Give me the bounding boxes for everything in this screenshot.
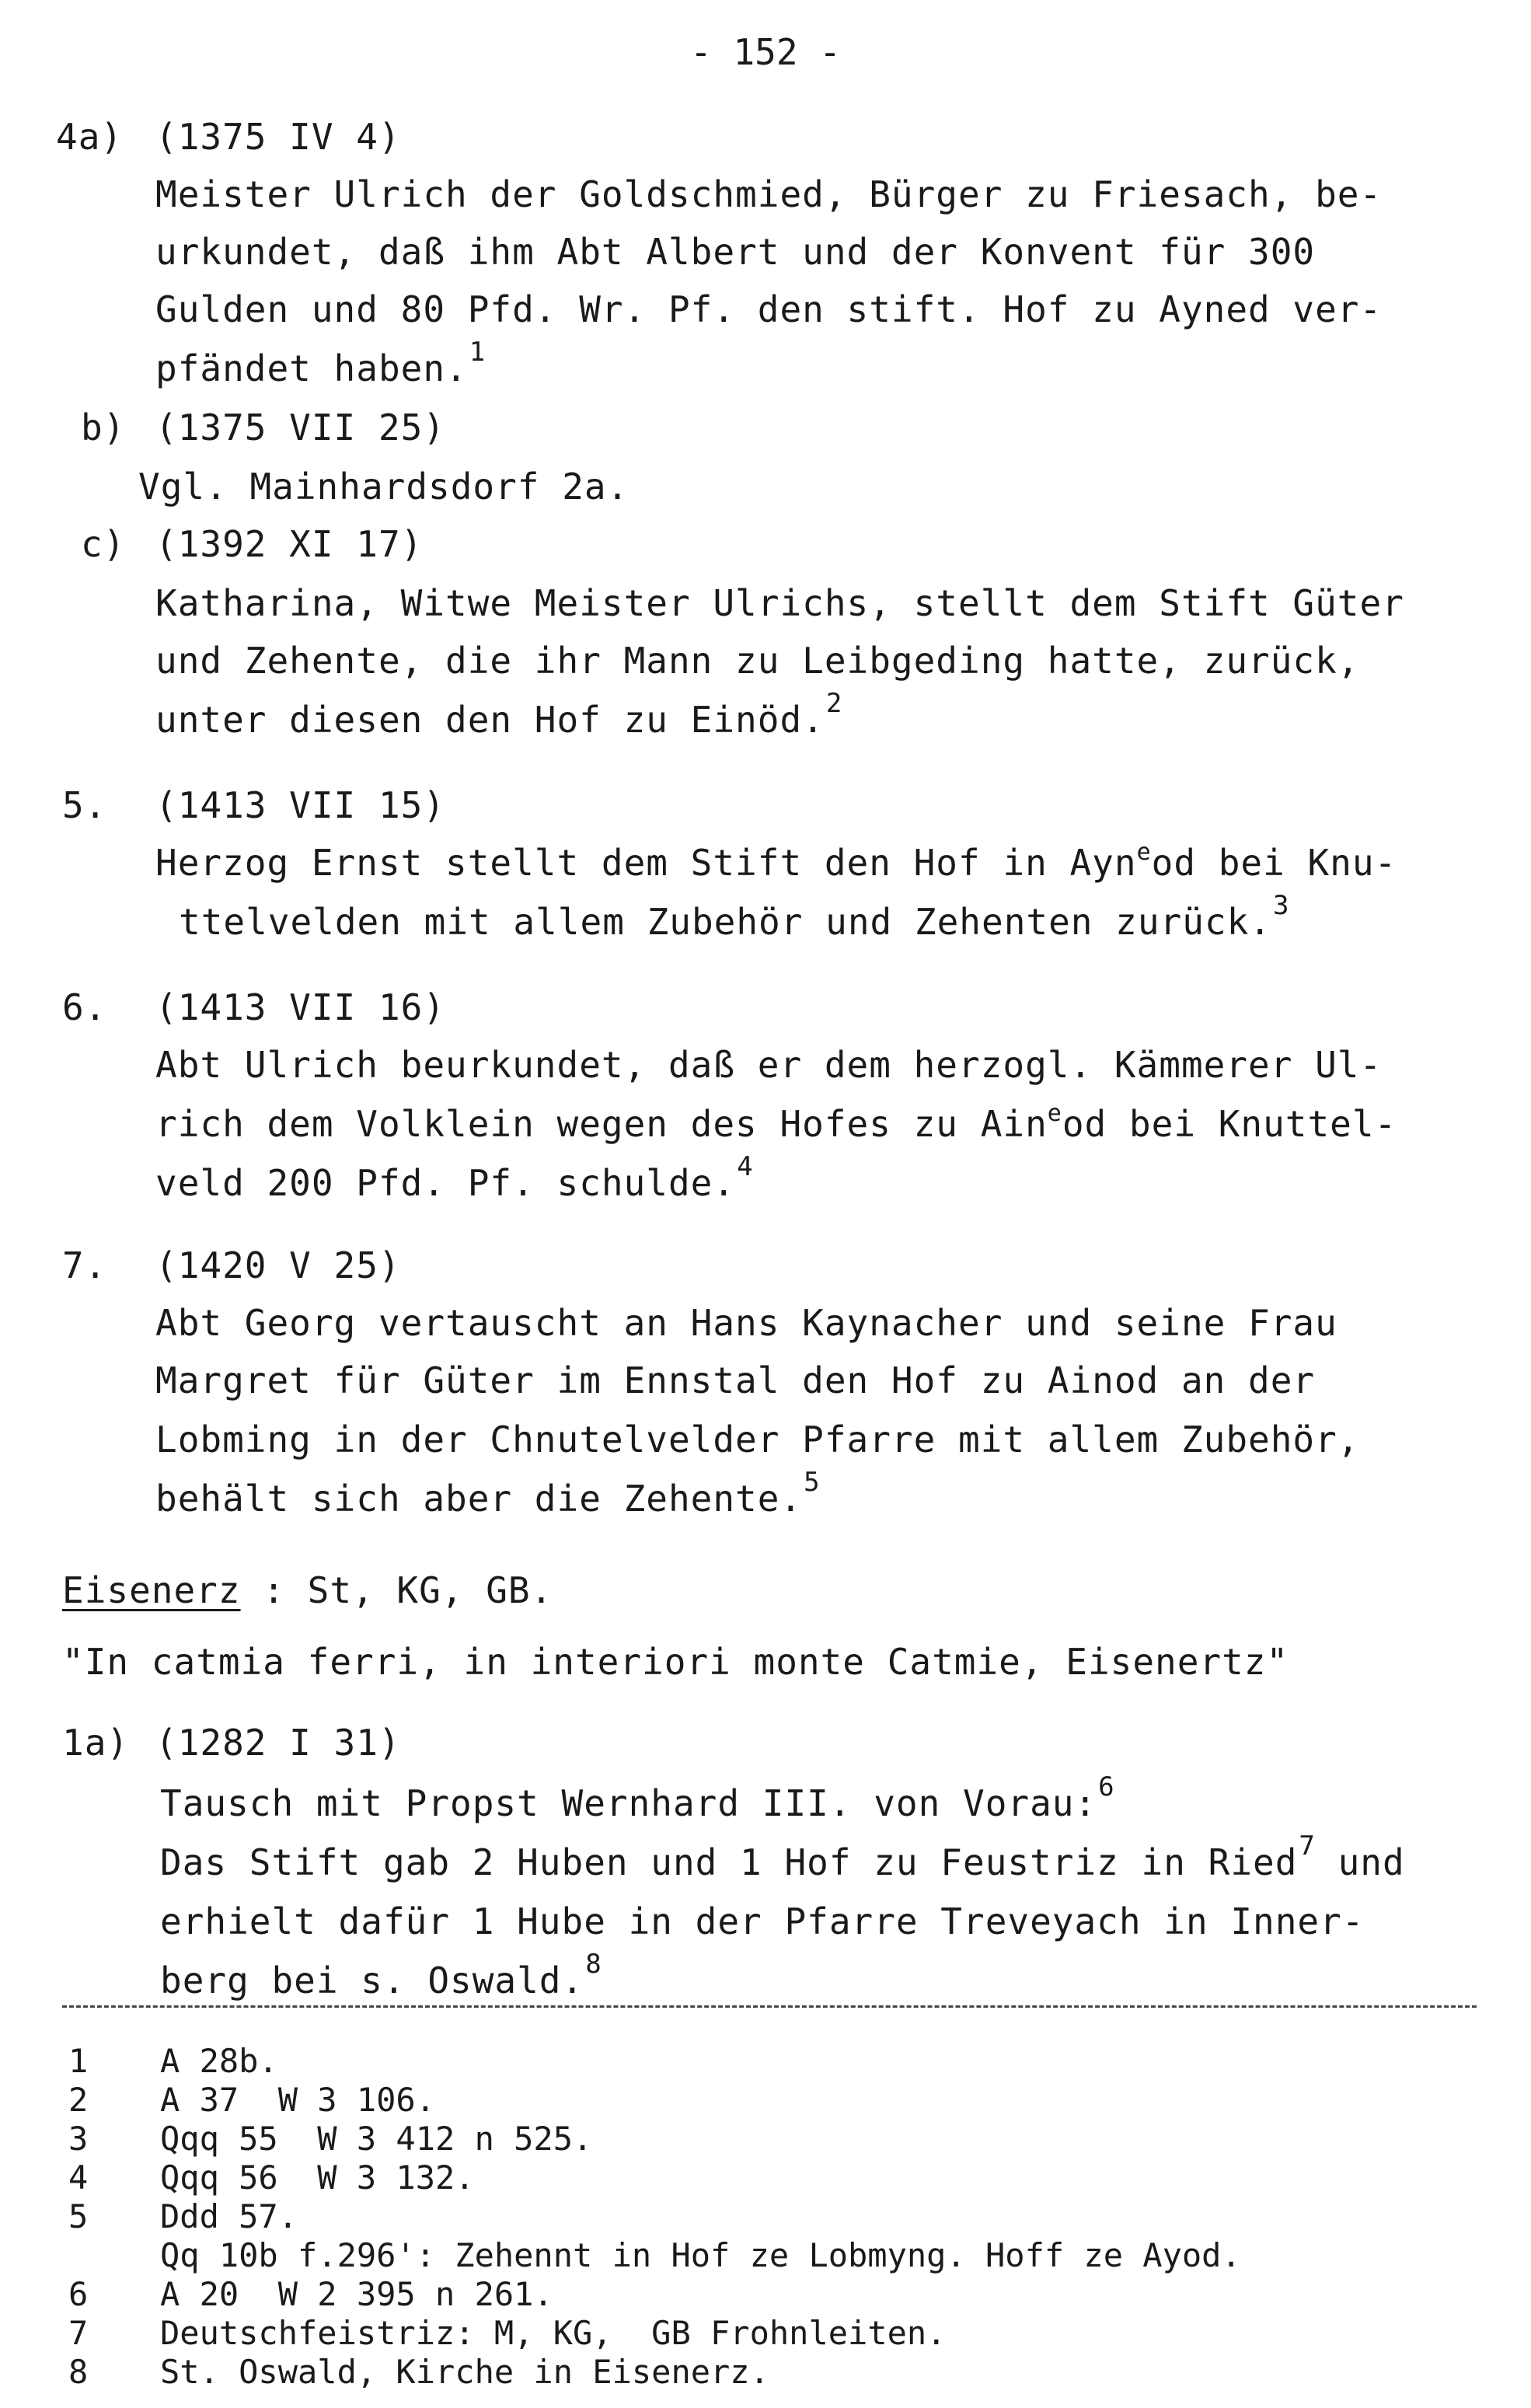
entry-date: (1413 VII 16)	[155, 986, 446, 1028]
footnote-separator	[62, 2005, 1477, 2008]
accent-mark: e	[1047, 1100, 1062, 1127]
footnote-marker: 2	[825, 688, 843, 719]
entry-text-line: rich dem Volklein wegen des Hofes zu Ain$^e$od bei Knuttel-	[155, 1100, 1397, 1145]
footnote-number: 5	[68, 2197, 89, 2235]
entry-text-line: unter diesen den Hof zu Einöd.$^2$	[155, 688, 843, 741]
entry-text-line: Gulden und 80 Pfd. Wr. Pf. den stift. Hof zu Ayned ver-	[155, 288, 1383, 330]
entry-text-line: berg bei s. Oswald.$^8$	[160, 1949, 602, 2001]
footnote-number: 3	[68, 2120, 89, 2158]
footnote-marker: 5	[804, 1467, 821, 1498]
entry-text-line: ttelvelden mit allem Zubehör und Zehenten zurück.$^3$	[179, 890, 1290, 943]
footnote-marker: 4	[737, 1151, 754, 1182]
footnote-number: 6	[68, 2275, 89, 2313]
entry-date: (1282 I 31)	[155, 1722, 401, 1764]
footnote-marker: 6	[1098, 1771, 1115, 1803]
entry-text-line: Abt Georg vertauscht an Hans Kaynacher und seine Frau	[155, 1302, 1337, 1344]
entry-date: (1392 XI 17)	[155, 523, 424, 565]
footnote-number: 4	[68, 2158, 89, 2197]
entry-text-line: Lobming in der Chnutelvelder Pfarre mit allem Zubehör,	[155, 1419, 1360, 1461]
entry-text-line: Tausch mit Propst Wernhard III. von Vorau:$^6$	[160, 1771, 1115, 1824]
entry-text-line: veld 200 Pfd. Pf. schulde.$^4$	[155, 1151, 754, 1204]
entry-text-line: Katharina, Witwe Meister Ulrichs, stellt dem Stift Güter	[155, 582, 1404, 624]
entry-label: c)	[81, 523, 126, 565]
footnote-number: 7	[68, 2314, 89, 2352]
entry-text-line: erhielt dafür 1 Hube in der Pfarre Treveyach in Inner-	[160, 1900, 1365, 1942]
entry-label: 1a)	[62, 1722, 130, 1764]
footnote-text: Qq 10b f.296': Zehennt in Hof ze Lobmyng. Hoff ze Ayod.	[160, 2236, 1241, 2274]
entry-date: (1413 VII 15)	[155, 784, 446, 826]
entry-label: 7.	[62, 1244, 107, 1286]
entry-text-line: Vgl. Mainhardsdorf 2a.	[138, 466, 629, 508]
footnote-text: A 28b.	[160, 2042, 278, 2080]
footnote-number: 2	[68, 2081, 89, 2119]
footnote-marker: 8	[585, 1949, 602, 1980]
entry-date: (1375 IV 4)	[155, 116, 401, 158]
entry-text-line: und Zehente, die ihr Mann zu Leibgeding hatte, zurück,	[155, 640, 1360, 682]
page-number: - 152 -	[690, 31, 841, 73]
footnote-text: St. Oswald, Kirche in Eisenerz.	[160, 2353, 769, 2391]
footnote-marker: 7	[1299, 1830, 1316, 1862]
footnote-number: 8	[68, 2353, 89, 2391]
entry-text-line: behält sich aber die Zehente.$^5$	[155, 1467, 821, 1520]
entry-label: 5.	[62, 784, 107, 826]
entry-date: (1375 VII 25)	[155, 407, 446, 448]
entry-text-line: urkundet, daß ihm Abt Albert und der Konvent für 300	[155, 231, 1316, 273]
entry-text-line: Herzog Ernst stellt dem Stift den Hof in Ayn$^e$od bei Knu-	[155, 839, 1397, 884]
footnote-marker: 3	[1273, 890, 1290, 921]
footnote-marker: 1	[469, 337, 487, 368]
footnote-text: Qqq 55 W 3 412 n 525.	[160, 2120, 593, 2158]
section-name: Eisenerz	[62, 1569, 241, 1611]
entry-text-line: Meister Ulrich der Goldschmied, Bürger zu Friesach, be-	[155, 173, 1383, 215]
footnote-text: Deutschfeistriz: M, KG, GB Frohnleiten.	[160, 2314, 947, 2352]
footnote-text: Ddd 57.	[160, 2197, 298, 2235]
entry-date: (1420 V 25)	[155, 1244, 401, 1286]
section-quote: "In catmia ferri, in interiori monte Catmie, Eisenertz"	[62, 1641, 1289, 1683]
entry-text-line: Abt Ulrich beurkundet, daß er dem herzogl. Kämmerer Ul-	[155, 1044, 1383, 1086]
entry-label: 6.	[62, 986, 107, 1028]
entry-text-line: Das Stift gab 2 Huben und 1 Hof zu Feustriz in Ried$^7$ und	[160, 1830, 1405, 1883]
footnote-text: A 20 W 2 395 n 261.	[160, 2275, 553, 2313]
section-heading: Eisenerz : St, KG, GB.	[62, 1569, 553, 1611]
footnote-text: A 37 W 3 106.	[160, 2081, 436, 2119]
footnote-text: Qqq 56 W 3 132.	[160, 2158, 475, 2197]
footnote-number: 1	[68, 2042, 89, 2080]
entry-text-line: pfändet haben.$^1$	[155, 337, 487, 389]
entry-text-line: Margret für Güter im Ennstal den Hof zu Ainod an der	[155, 1359, 1316, 1401]
entry-label: 4a)	[56, 116, 124, 158]
accent-mark: e	[1136, 839, 1152, 866]
entry-label: b)	[81, 407, 126, 448]
